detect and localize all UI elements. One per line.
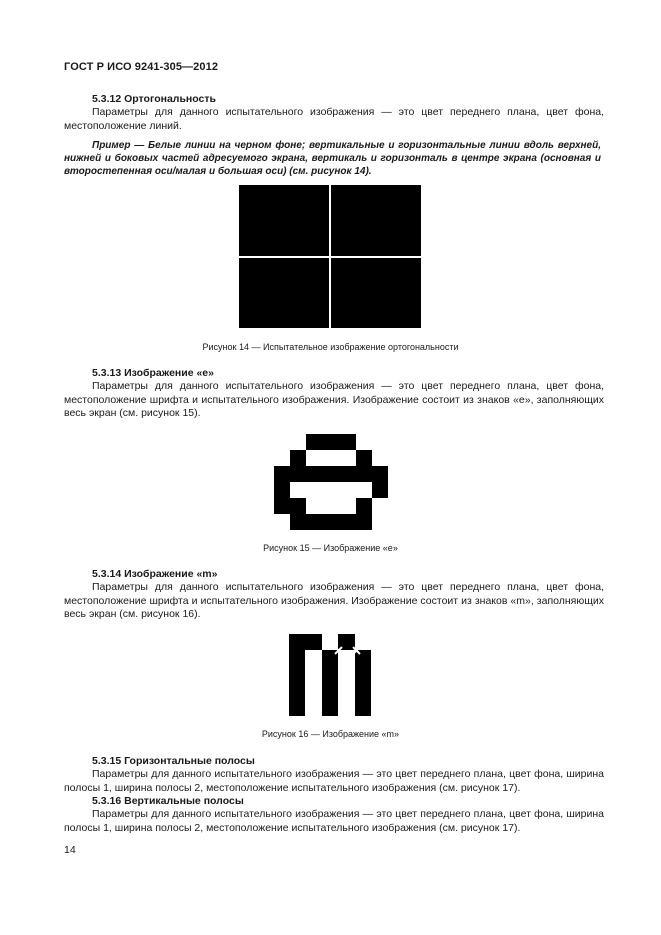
figure-16-caption: Рисунок 16 — Изображение «m» (261, 729, 400, 739)
paragraph-text: Параметры для данного испытательного изображения — это цвет переднего плана, цвет фона, местоположение линий. (64, 106, 604, 132)
paragraph-text: Параметры для данного испытательного изображения — это цвет переднего плана, цвет фона, местоположение шрифта и испытательного изображения. Изображение состоит из знаков «m», заполняющих весь экран (см. рисунок 16). (64, 581, 604, 620)
horizontal-center-line (239, 256, 421, 258)
section-text-m-image (64, 581, 604, 622)
section-text-orthogonality (64, 106, 604, 133)
figure-15-caption: Рисунок 15 — Изображение «е» (263, 543, 398, 553)
section-text-horizontal-stripes (64, 768, 604, 795)
pixel-block (274, 482, 290, 514)
document-header: ГОСТ Р ИСО 9241-305—2012 (64, 61, 219, 73)
pixel-block (290, 498, 306, 514)
e-test-image (274, 434, 388, 530)
section-heading-m-image: 5.3.14 Изображение «m» (92, 568, 218, 580)
pixel-block (356, 450, 372, 466)
paragraph-text: Параметры для данного испытательного изображения — это цвет переднего плана, цвет фона, ширина полосы 1, ширина полосы 2, местоположение испытательного изображения (см. рисунок 17). (64, 808, 604, 834)
section-heading-e-image: 5.3.13 Изображение «е» (92, 367, 214, 379)
pixel-block (306, 434, 356, 450)
pixel-gap-marks (333, 644, 365, 658)
section-text-e-image (64, 380, 604, 421)
pixel-block (290, 450, 306, 466)
pixel-block (305, 634, 322, 650)
pixel-block (356, 498, 372, 514)
paragraph-text: Параметры для данного испытательного изображения — это цвет переднего плана, цвет фона, ширина полосы 1, ширина полосы 2, местоположение испытательного изображения (см. рисунок 17). (64, 768, 604, 794)
pixel-block (274, 466, 388, 482)
pixel-block (355, 650, 371, 716)
orthogonality-test-image (239, 185, 421, 328)
example-text: Пример — Белые линии на черном фоне; вертикальные и горизонтальные линии вдоль верхней, нижней и боковых частей адресуемого экрана, вертикаль и горизонталь в центре экрана (основная и второстепенная оси/малая и большая оси) (см. рисунок 14). (64, 140, 601, 178)
paragraph-text: Параметры для данного испытательного изображения — это цвет переднего плана, цвет фона, местоположение шрифта и испытательного изображения. Изображение состоит из знаков «е», заполняющих весь экран (см. рисунок 15). (64, 380, 604, 419)
m-test-image (289, 634, 371, 716)
section-heading-orthogonality: 5.3.12 Ортогональность (92, 93, 216, 105)
pixel-block (290, 514, 372, 530)
page-number: 14 (64, 844, 76, 856)
pixel-block (289, 634, 305, 716)
section-heading-vertical-stripes: 5.3.16 Вертикальные полосы (92, 795, 244, 807)
pixel-block (372, 482, 388, 498)
section-heading-horizontal-stripes: 5.3.15 Горизонтальные полосы (92, 755, 255, 767)
section-text-vertical-stripes (64, 808, 604, 835)
pixel-block (322, 650, 338, 716)
figure-14-caption: Рисунок 14 — Испытательное изображение ортогональности (202, 342, 459, 352)
